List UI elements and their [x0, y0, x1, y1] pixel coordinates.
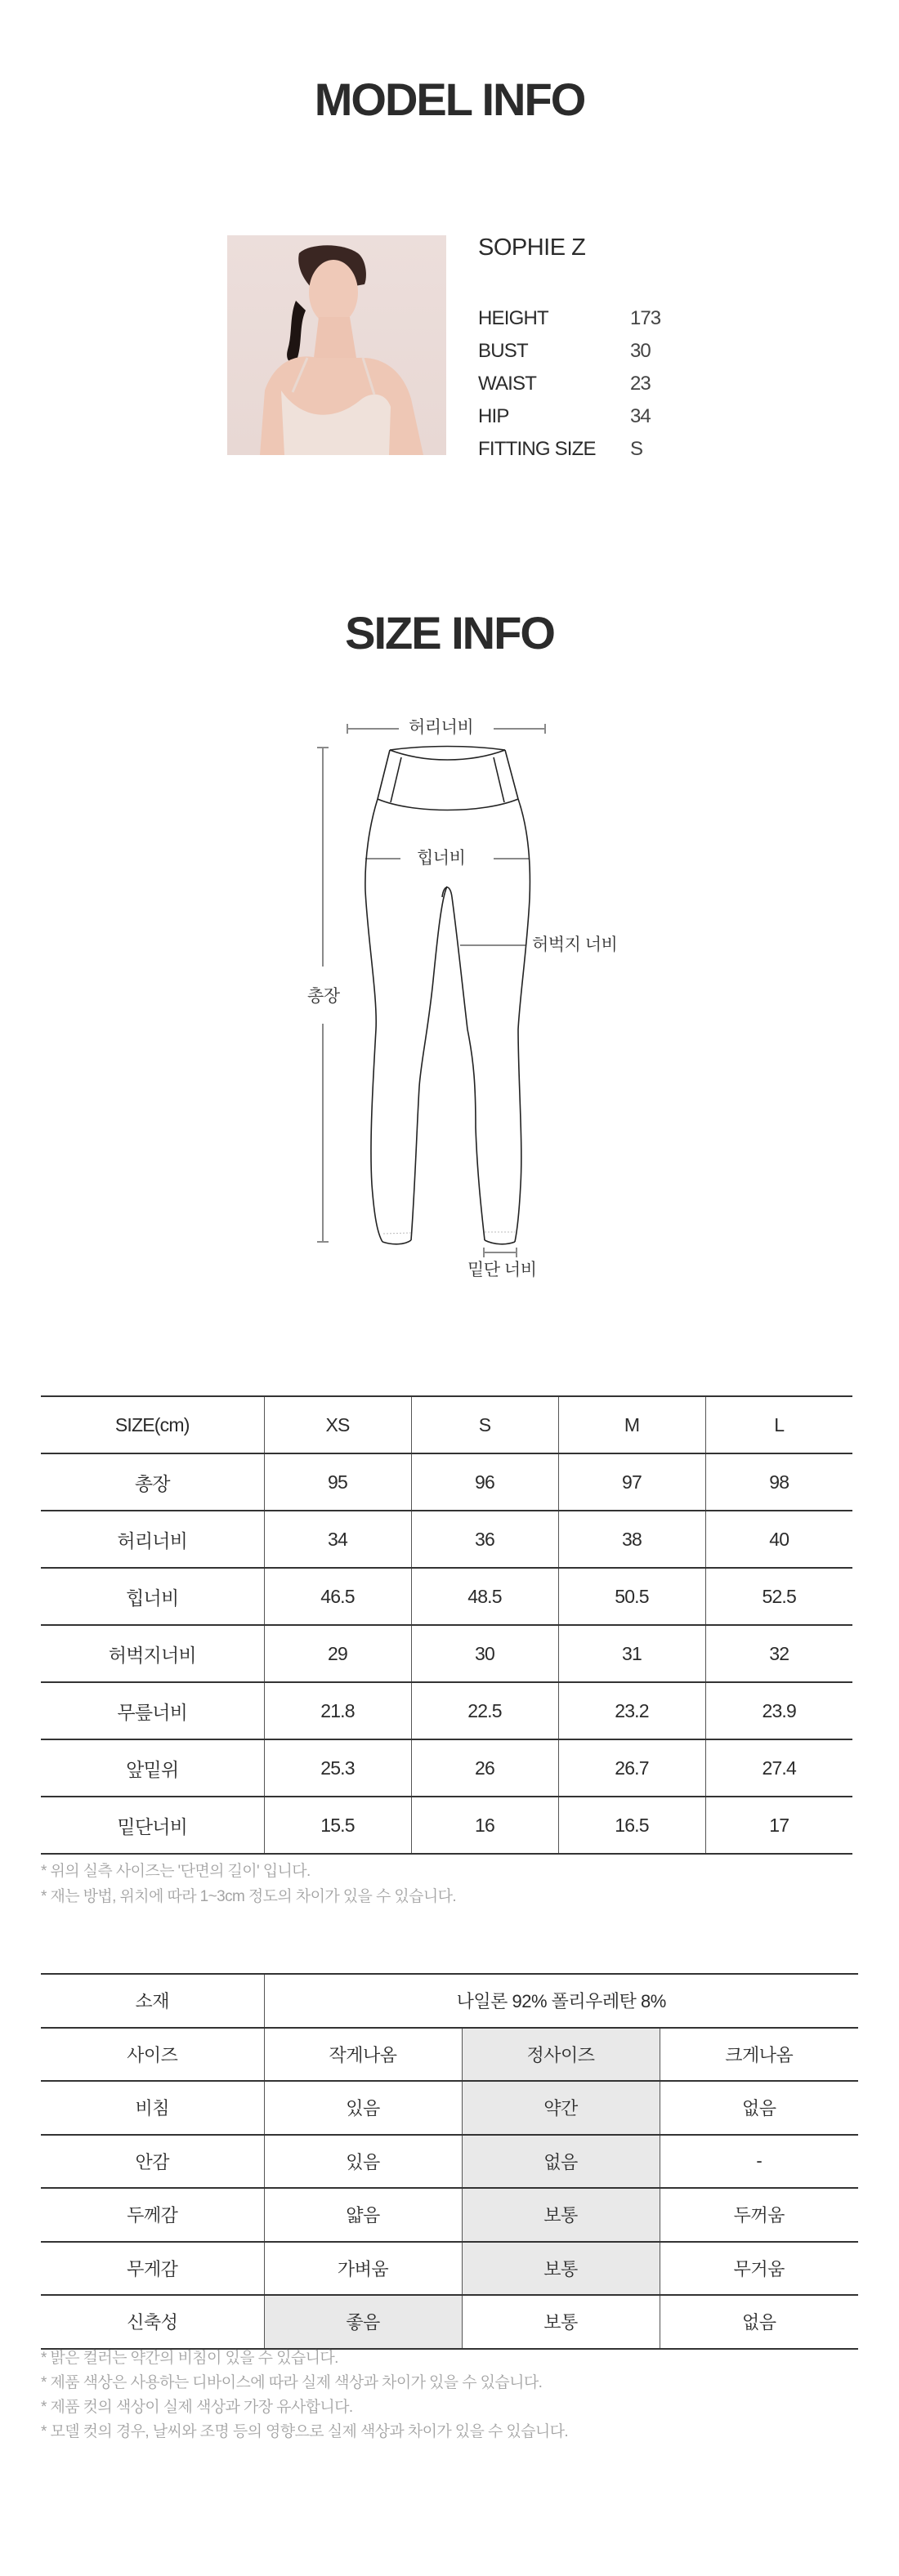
option: 얇음 — [264, 2188, 462, 2242]
fabric-note: * 모델 컷의 경우, 날씨와 조명 등의 영향으로 실제 색상과 차이가 있을 수 있습니다. — [41, 2423, 569, 2440]
diagram-label-hip-width: 힙너비 — [417, 849, 466, 868]
option: 있음 — [264, 2135, 462, 2189]
option-selected: 약간 — [462, 2081, 660, 2135]
size-table — [41, 1395, 852, 1855]
table-row — [41, 1797, 852, 1854]
stat-label: FITTING SIZE — [478, 438, 596, 460]
table-row — [41, 1739, 852, 1797]
row-label: 힙너비 — [41, 1568, 264, 1625]
material-value: 나일론 92% 폴리우레탄 8% — [264, 1974, 858, 2028]
fabric-row-size — [41, 2028, 858, 2082]
cell: 34 — [264, 1511, 411, 1568]
cell: 36 — [411, 1511, 558, 1568]
cell: 23.9 — [705, 1682, 852, 1739]
option-selected: 좋음 — [264, 2295, 462, 2349]
stat-label: WAIST — [478, 373, 537, 395]
cell: 46.5 — [264, 1568, 411, 1625]
stat-value: 30 — [630, 340, 651, 362]
cell: 38 — [558, 1511, 705, 1568]
size-table-header — [41, 1396, 852, 1453]
option: 가벼움 — [264, 2242, 462, 2296]
stat-label: HEIGHT — [478, 307, 548, 329]
cell: 16 — [411, 1797, 558, 1854]
fabric-note: * 제품 컷의 색상이 실제 색상과 가장 유사합니다. — [41, 2399, 353, 2416]
fabric-note: * 밝은 컬러는 약간의 비침이 있을 수 있습니다. — [41, 2350, 338, 2367]
row-label: 사이즈 — [41, 2028, 264, 2082]
cell: 30 — [411, 1625, 558, 1682]
size-note: * 위의 실측 사이즈는 '단면의 길이' 입니다. — [41, 1863, 311, 1880]
material-label: 소재 — [41, 1974, 264, 2028]
fabric-row-sheerness — [41, 2081, 858, 2135]
model-name: SOPHIE Z — [478, 234, 586, 261]
fabric-row-stretch — [41, 2295, 858, 2349]
cell: 15.5 — [264, 1797, 411, 1854]
cell: 97 — [558, 1453, 705, 1511]
header-cell: XS — [264, 1396, 411, 1453]
material-row — [41, 1974, 858, 2028]
option: 있음 — [264, 2081, 462, 2135]
stat-label: HIP — [478, 405, 509, 427]
fabric-row-lining — [41, 2135, 858, 2189]
header-cell: SIZE(cm) — [41, 1396, 264, 1453]
row-label: 밑단너비 — [41, 1797, 264, 1854]
stat-value: S — [630, 438, 643, 460]
option: 두꺼움 — [660, 2188, 858, 2242]
cell: 26.7 — [558, 1739, 705, 1797]
cell: 25.3 — [264, 1739, 411, 1797]
cell: 95 — [264, 1453, 411, 1511]
table-row — [41, 1625, 852, 1682]
cell: 98 — [705, 1453, 852, 1511]
fabric-note: * 제품 색상은 사용하는 디바이스에 따라 실제 색상과 차이가 있을 수 있습니다. — [41, 2374, 543, 2391]
cell: 22.5 — [411, 1682, 558, 1739]
table-row — [41, 1568, 852, 1625]
cell: 32 — [705, 1625, 852, 1682]
stat-value: 23 — [630, 373, 651, 395]
cell: 27.4 — [705, 1739, 852, 1797]
option: 무거움 — [660, 2242, 858, 2296]
header-cell: M — [558, 1396, 705, 1453]
row-label: 신축성 — [41, 2295, 264, 2349]
size-info-title: SIZE INFO — [345, 607, 554, 659]
cell: 50.5 — [558, 1568, 705, 1625]
option: 작게나옴 — [264, 2028, 462, 2082]
table-row — [41, 1453, 852, 1511]
row-label: 안감 — [41, 2135, 264, 2189]
row-label: 허리너비 — [41, 1511, 264, 1568]
option-selected: 정사이즈 — [462, 2028, 660, 2082]
diagram-label-waist-width: 허리너비 — [409, 718, 474, 737]
cell: 16.5 — [558, 1797, 705, 1854]
diagram-label-total-length: 총장 — [307, 987, 340, 1006]
header-cell: S — [411, 1396, 558, 1453]
option: 없음 — [660, 2081, 858, 2135]
diagram-label-thigh-width: 허벅지 너비 — [532, 935, 618, 954]
option: 크게나옴 — [660, 2028, 858, 2082]
cell: 31 — [558, 1625, 705, 1682]
table-row — [41, 1682, 852, 1739]
cell: 40 — [705, 1511, 852, 1568]
option-selected: 없음 — [462, 2135, 660, 2189]
cell: 23.2 — [558, 1682, 705, 1739]
table-row — [41, 1511, 852, 1568]
row-label: 총장 — [41, 1453, 264, 1511]
option-selected: 보통 — [462, 2188, 660, 2242]
header-cell: L — [705, 1396, 852, 1453]
row-label: 무게감 — [41, 2242, 264, 2296]
stat-value: 173 — [630, 307, 661, 329]
diagram-label-hem-width: 밑단 너비 — [467, 1261, 537, 1279]
option: - — [660, 2135, 858, 2189]
row-label: 비침 — [41, 2081, 264, 2135]
cell: 52.5 — [705, 1568, 852, 1625]
option: 없음 — [660, 2295, 858, 2349]
cell: 17 — [705, 1797, 852, 1854]
stat-value: 34 — [630, 405, 651, 427]
row-label: 허벅지너비 — [41, 1625, 264, 1682]
row-label: 두께감 — [41, 2188, 264, 2242]
option-selected: 보통 — [462, 2242, 660, 2296]
cell: 26 — [411, 1739, 558, 1797]
stat-label: BUST — [478, 340, 528, 362]
cell: 48.5 — [411, 1568, 558, 1625]
cell: 96 — [411, 1453, 558, 1511]
model-info-title: MODEL INFO — [314, 74, 585, 125]
row-label: 앞밑위 — [41, 1739, 264, 1797]
fabric-row-weight — [41, 2242, 858, 2296]
cell: 21.8 — [264, 1682, 411, 1739]
row-label: 무릎너비 — [41, 1682, 264, 1739]
size-note: * 재는 방법, 위치에 따라 1~3cm 정도의 차이가 있을 수 있습니다. — [41, 1888, 457, 1905]
option: 보통 — [462, 2295, 660, 2349]
fabric-table — [41, 1973, 858, 2350]
cell: 29 — [264, 1625, 411, 1682]
fabric-row-thickness — [41, 2188, 858, 2242]
